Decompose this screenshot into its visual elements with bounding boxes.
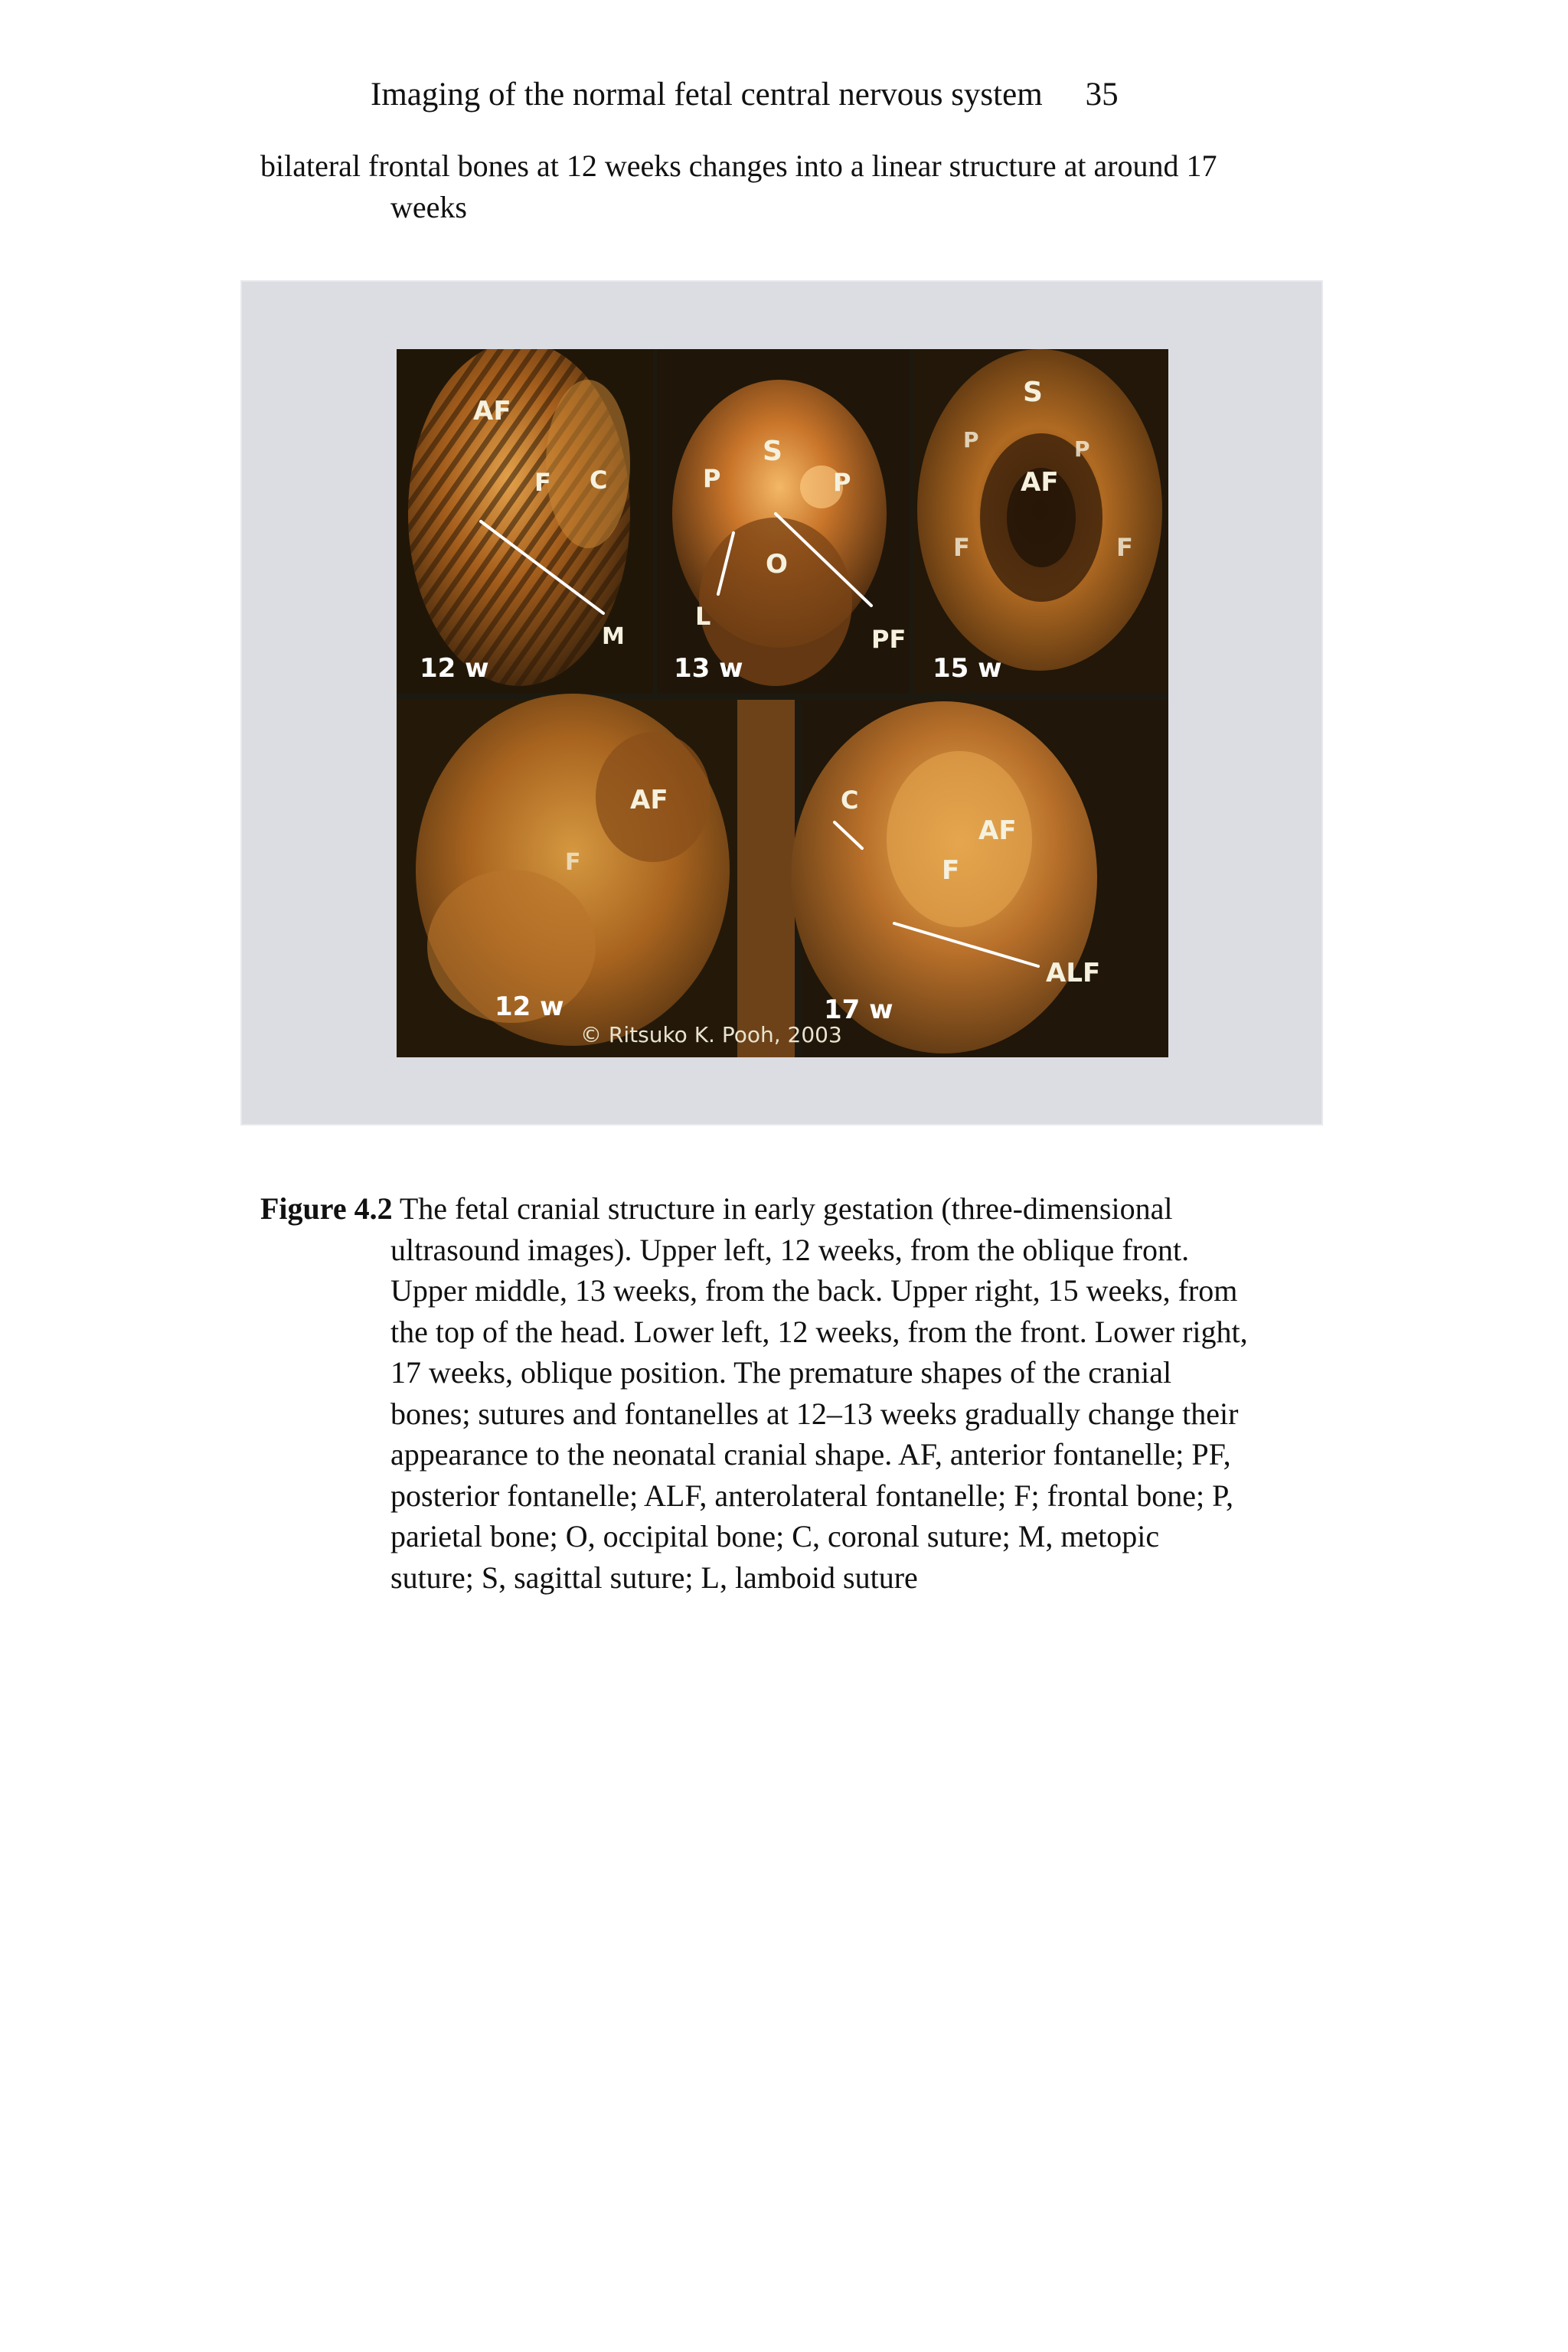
label-af-lower-right: AF xyxy=(978,815,1017,846)
caption-line: 17 weeks, oblique position. The premature shapes of the cranial xyxy=(390,1355,1172,1390)
panel-lower-left xyxy=(397,694,795,1057)
continuation-line-1: bilateral frontal bones at 12 weeks changes into a linear structure at around 17 xyxy=(260,149,1217,183)
label-p-right-upper-right: P xyxy=(1074,436,1090,462)
week-label-lower-right: 17 w xyxy=(824,995,893,1025)
running-head-title: Imaging of the normal fetal central nervous system xyxy=(371,77,1043,113)
week-label-upper-middle: 13 w xyxy=(674,653,743,684)
label-af-upper-left: AF xyxy=(473,396,511,426)
caption-line: ultrasound images). Upper left, 12 weeks, from the oblique front. xyxy=(390,1232,1190,1267)
figure-image xyxy=(397,349,1168,1057)
label-af-upper-right: AF xyxy=(1021,467,1059,498)
label-af-lower-left: AF xyxy=(630,785,668,815)
panel-upper-right xyxy=(913,349,1168,694)
caption-line: Upper middle, 13 weeks, from the back. Upper right, 15 weeks, from xyxy=(390,1273,1238,1308)
figure-caption xyxy=(260,1188,1309,1598)
panel-lower-right xyxy=(791,700,1168,1057)
caption-line: suture; S, sagittal suture; L, lamboid suture xyxy=(390,1560,918,1595)
label-pf-upper-middle: PF xyxy=(871,625,906,654)
label-p-right-upper-middle: P xyxy=(833,468,851,497)
panel-upper-left xyxy=(397,349,653,694)
caption-figure-number: Figure 4.2 xyxy=(260,1191,393,1226)
label-l-upper-middle: L xyxy=(695,602,711,631)
page-number: 35 xyxy=(1085,77,1119,113)
label-s-upper-right: S xyxy=(1023,377,1043,408)
caption-line: parietal bone; O, occipital bone; C, coronal suture; M, metopic xyxy=(390,1519,1160,1553)
label-f-left-upper-right: F xyxy=(953,533,970,562)
label-alf-lower-right: ALF xyxy=(1046,958,1101,988)
label-f-right-upper-right: F xyxy=(1116,533,1133,562)
ultrasound-composite-image xyxy=(397,349,1168,1057)
caption-line: appearance to the neonatal cranial shape. AF, anterior fontanelle; PF, xyxy=(390,1437,1231,1472)
label-o-upper-middle: O xyxy=(766,549,788,580)
label-c-upper-left: C xyxy=(590,466,608,495)
label-s-upper-middle: S xyxy=(763,436,782,467)
label-p-left-upper-right: P xyxy=(963,427,979,452)
continuation-line-2: weeks xyxy=(390,190,467,224)
panel-upper-middle xyxy=(657,349,910,694)
continuation-paragraph xyxy=(260,145,1332,228)
label-p-left-upper-middle: P xyxy=(703,464,721,493)
week-label-upper-right: 15 w xyxy=(933,653,1002,684)
week-label-lower-left: 12 w xyxy=(495,991,564,1022)
label-f-upper-left: F xyxy=(534,468,551,497)
label-f-lower-right: F xyxy=(942,855,960,886)
label-m-upper-left: M xyxy=(602,623,625,650)
caption-line: The fetal cranial structure in early gestation (three-dimensional xyxy=(399,1191,1173,1226)
label-c-lower-right: C xyxy=(841,786,859,815)
caption-line: posterior fontanelle; ALF, anterolateral fontanelle; F; frontal bone; P, xyxy=(390,1478,1233,1513)
running-head xyxy=(371,74,1119,116)
image-credit: © Ritsuko K. Pooh, 2003 xyxy=(580,1022,842,1047)
label-f-lower-left: F xyxy=(565,849,581,876)
caption-line: the top of the head. Lower left, 12 weeks, from the front. Lower right, xyxy=(390,1314,1248,1349)
caption-line: bones; sutures and fontanelles at 12–13 weeks gradually change their xyxy=(390,1396,1239,1431)
week-label-upper-left: 12 w xyxy=(420,653,489,684)
